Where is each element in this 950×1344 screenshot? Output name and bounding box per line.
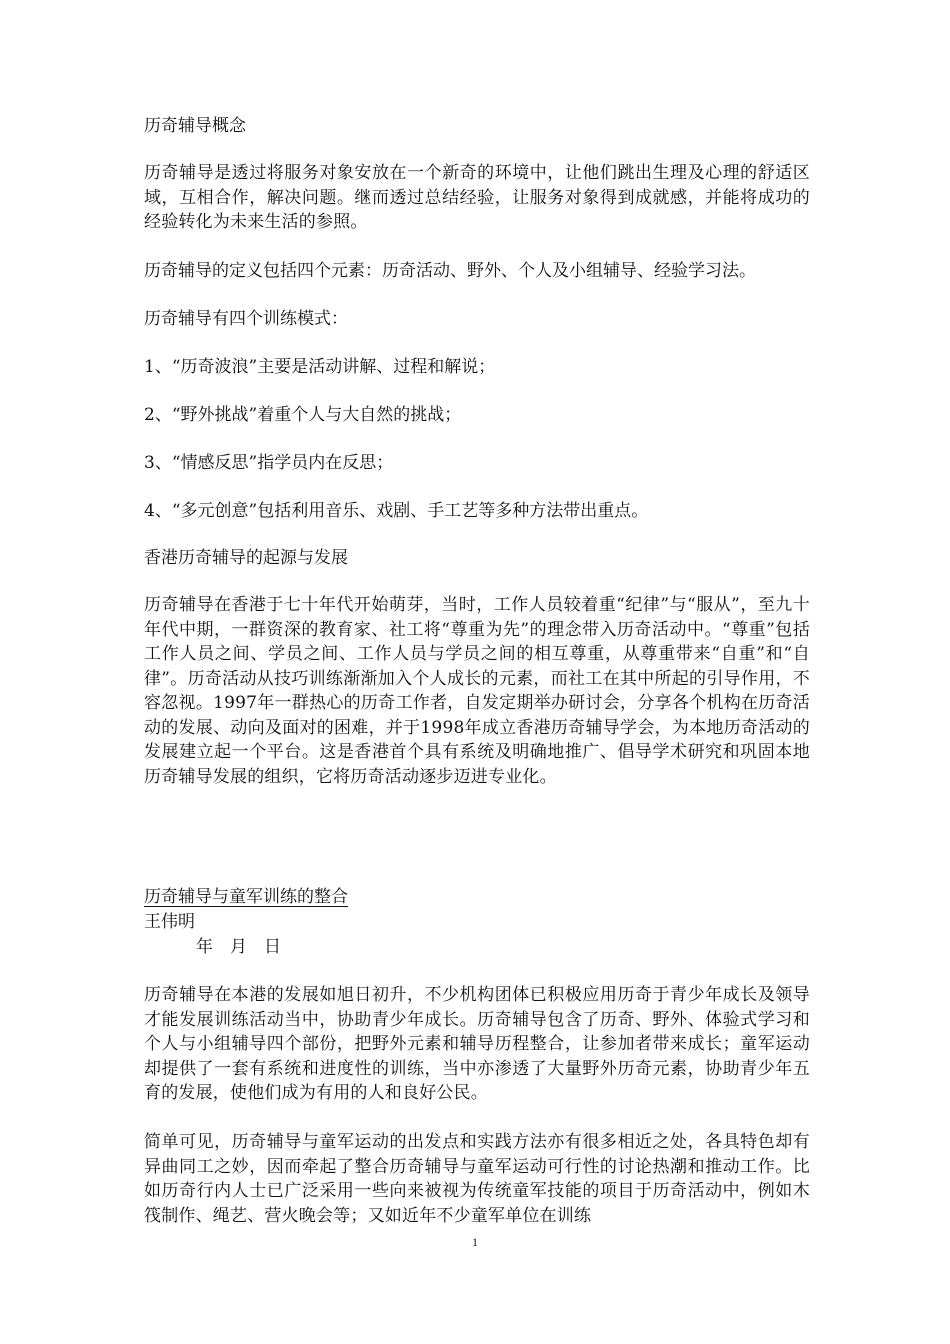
training-mode-item: 1、“历奇波浪”主要是活动讲解、过程和解说； bbox=[144, 357, 496, 377]
page-number: 1 bbox=[472, 1235, 478, 1249]
article-date: 年 月 日 bbox=[196, 937, 281, 957]
section-heading-origin: 香港历奇辅导的起源与发展 bbox=[144, 548, 348, 568]
training-mode-item: 4、“多元创意”包括利用音乐、戏剧、手工艺等多种方法带出重点。 bbox=[144, 501, 649, 521]
paragraph-origin-development: 历奇辅导在香港于七十年代开始萌芽，当时，工作人员较着重“纪律”与“服从”，至九十年代中期，一群资深的教育家、社工将“尊重为先”的理念带入历奇活动中。“尊重”包括工作人员之间、学员之间、工作人员与学员之间的相互尊重，从尊重带来“自重”和“自律”。历奇活动从技巧训练渐渐加入个人成长的元素，而社工在其中所起的引导作用，不容忽视。1997年一群热心的历奇工作者，自发定期举办研讨会，分享各个机构在历奇活动的发展、动向及面对的困难，并于1998年成立香港历奇辅导学会，为本地历奇活动的发展建立起一个平台。这是香港首个具有系统及明确地推广、倡导学术研究和巩固本地历奇辅导发展的组织，它将历奇活动逐步迈进专业化。 bbox=[144, 595, 810, 787]
paragraph-article-2: 简单可见，历奇辅导与童军运动的出发点和实践方法亦有很多相近之处，各具特色却有异曲同工之妙，因而牵起了整合历奇辅导与童军运动可行性的讨论热潮和推动工作。比如历奇行内人士已广泛采用一些向来被视为传统童军技能的项目于历奇活动中，例如木筏制作、绳艺、营火晚会等；又如近年不少童军单位在训练 bbox=[144, 1132, 810, 1226]
section-heading-concept: 历奇辅导概念 bbox=[144, 116, 246, 136]
training-mode-item: 2、“野外挑战”着重个人与大自然的挑战； bbox=[144, 405, 462, 425]
paragraph-concept-intro: 历奇辅导是透过将服务对象安放在一个新奇的环境中，让他们跳出生理及心理的舒适区域，互相合作，解决问题。继而透过总结经验，让服务对象得到成就感，并能将成功的经验转化为未来生活的参照。 bbox=[144, 163, 810, 232]
article-author: 王伟明 bbox=[144, 912, 195, 932]
paragraph-training-modes-intro: 历奇辅导有四个训练模式： bbox=[144, 309, 348, 329]
article-title: 历奇辅导与童军训练的整合 bbox=[144, 887, 348, 907]
paragraph-article-1: 历奇辅导在本港的发展如旭日初升，不少机构团体已积极应用历奇于青少年成长及领导才能发展训练活动当中，协助青少年成长。历奇辅导包含了历奇、野外、体验式学习和个人与小组辅导四个部份，把野外元素和辅导历程整合，让参加者带来成长；童军运动却提供了一套有系统和进度性的训练，当中亦渗透了大量野外历奇元素，协助青少年五育的发展，使他们成为有用的人和良好公民。 bbox=[144, 985, 810, 1103]
paragraph-definition: 历奇辅导的定义包括四个元素：历奇活动、野外、个人及小组辅导、经验学习法。 bbox=[144, 261, 756, 281]
training-mode-item: 3、“情感反思”指学员内在反思； bbox=[144, 453, 394, 473]
